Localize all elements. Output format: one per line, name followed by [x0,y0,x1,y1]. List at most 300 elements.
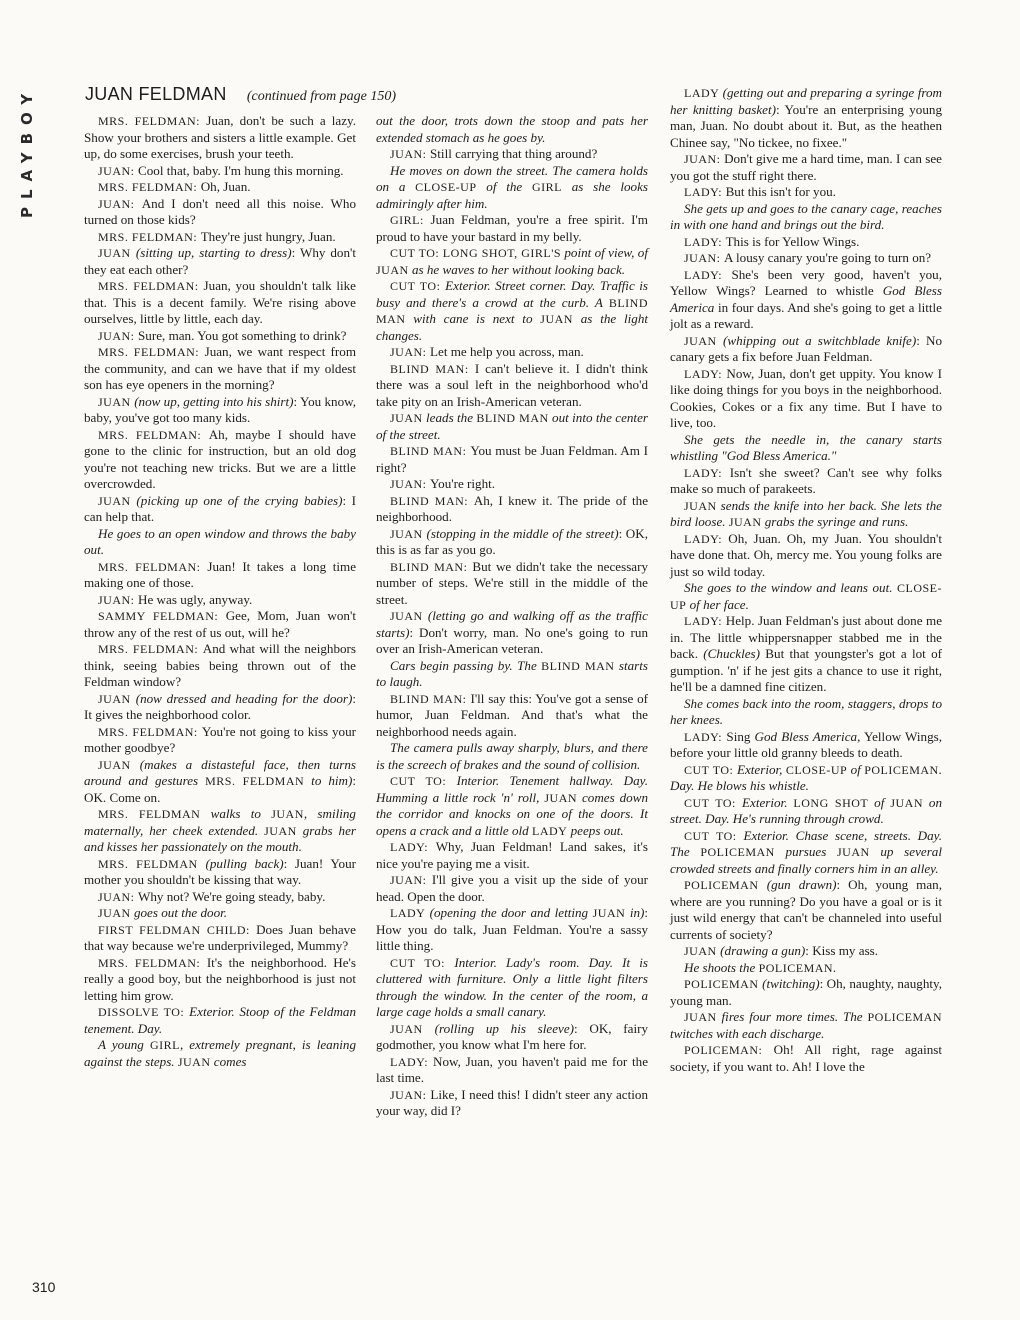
script-paragraph [376,212,648,245]
speaker-name: BLIND MAN: [390,691,471,706]
speaker-name: JUAN [684,498,717,513]
dialogue-text: This is for Yellow Wings. [725,233,860,249]
dialogue-text: Juan Feldman, you're a free spirit. I'm proud to have your bastard in my belly. [376,212,648,244]
dialogue-text: Does Juan behave that way because we're underprivileged, Mummy? [84,921,356,953]
stage-direction: grabs the syringe and runs. [761,514,909,529]
script-paragraph [84,328,356,345]
speaker-name: LADY: [390,1054,434,1069]
speaker-name: JUAN [837,845,870,859]
page-number: 310 [32,1279,56,1295]
script-paragraph [670,184,942,201]
speaker-name: CUT TO: LONG SHOT, GIRL'S [390,246,562,260]
speaker-name: JUAN: [98,328,139,343]
dialogue-text: Gee, Mom, Juan won't throw any of the rest of us out, will he? [84,608,356,640]
script-paragraph [670,580,942,613]
speaker-name: SAMMY FELDMAN: [98,609,226,623]
script-paragraph [84,724,356,757]
stage-direction: (twitching) [762,976,820,991]
stage-direction: Interior. Lady's room. Day. It is cluttered with furniture. Only a little light filters through the window. In the center of the room, a large cage holds a small canary. [376,954,648,1019]
stage-direction: in) [625,905,645,920]
script-paragraph [376,146,648,163]
speaker-name: BLIND MAN: [390,361,475,376]
dialogue-text: : No canary gets a fix before Juan Feldman. [670,332,942,364]
script-paragraph [376,1054,648,1087]
speaker-name: BLIND MAN: [390,493,474,508]
speaker-name: JUAN: [390,345,431,359]
stage-direction: to him) [304,773,353,788]
dialogue-text: : Oh, naughty, naughty, young man. [670,976,942,1008]
script-paragraph [84,113,356,163]
stage-direction: (opening the door and letting [429,905,593,920]
stage-direction: sends the knife into her back. She lets the bird loose. [670,497,942,529]
dialogue-text: Juan, we want respect from the community, and can we have that if my oldest son has eye openers in the morning? [84,344,357,392]
script-paragraph [376,443,648,476]
speaker-name: JUAN: [684,152,725,166]
speaker-name: MRS. FELDMAN [98,856,206,871]
stage-direction: (getting out and preparing a syringe from her knitting basket) [670,85,942,117]
dialogue-text: Don't give me a hard time, man. I can see you got the stuff right there. [670,151,942,183]
speaker-name: JUAN [684,333,724,348]
speaker-name: GIRL: [390,213,431,227]
script-paragraph [670,366,942,432]
dialogue-text: Now, Juan, don't get uppity. You know I like doing things for you boys in the neighborhood. Cookies, Cokes or a fix any time. But I have to live, too. [670,365,942,430]
speaker-name: LADY: [684,729,727,744]
speaker-name: JUAN [98,246,136,260]
stage-direction: as she looks admiringly after him. [376,179,648,211]
script-paragraph [84,526,356,559]
dialogue-text: Juan, you shouldn't talk like that. This is a decent family. We're rising above ourselves, little by little, each day. [84,278,356,326]
speaker-name: CUT TO: [390,279,446,293]
script-paragraph [670,85,942,151]
script-paragraph [84,344,356,394]
script-paragraph [84,559,356,592]
speaker-name: JUAN [376,262,409,277]
dialogue-text: Why not? We're going steady, baby. [138,888,326,904]
stage-direction: (letting go and walking off as the traffic starts) [376,608,648,640]
dialogue-text: : Why don't they eat each other? [84,245,357,277]
speaker-name: POLICEMAN [684,878,767,892]
stage-direction: She goes to the window and leans out. [684,580,897,595]
dialogue-text: in four days. And she's going to get a little jolt as a reward. [670,299,942,331]
speaker-name: JUAN: [390,147,431,161]
speaker-name: MRS. FELDMAN: [98,642,203,656]
speaker-name: CUT TO: [684,828,744,843]
script-paragraph [84,592,356,609]
script-paragraph [376,493,648,526]
speaker-name: LADY: [390,840,436,854]
stage-direction: (Chuckles) [703,646,761,661]
dialogue-text: Let me help you across, man. [430,344,584,359]
speaker-name: BLIND MAN [376,295,648,326]
stage-direction: (drawing a gun) [720,943,806,958]
script-paragraph [84,179,356,196]
speaker-name: GIRL [149,1038,180,1052]
script-paragraph [84,394,356,427]
stage-direction: comes [210,1053,247,1069]
article-header [85,84,665,105]
dialogue-text: He was ugly, anyway. [138,591,253,607]
dialogue-text: Isn't she sweet? Can't see why folks make so much of parakeets. [670,464,943,496]
script-paragraph [670,201,942,234]
script-paragraph [84,608,356,641]
script-paragraph [670,762,942,795]
script-paragraph [376,245,648,278]
speaker-name: LADY [684,86,723,100]
script-paragraph [670,877,942,943]
stage-direction: (whipping out a switchblade knife) [723,332,917,348]
speaker-name: CUT TO: [684,762,737,777]
speaker-name: JUAN: [390,1087,431,1102]
script-paragraph [84,278,356,328]
script-paragraph [670,960,942,977]
script-paragraph [376,113,648,146]
stage-direction: (stopping in the middle of the street) [426,525,619,541]
dialogue-text: Juan, don't be such a lazy. Show your brothers and sisters a little example. Get up, do some exercises, brush your teeth. [84,113,356,161]
speaker-name: JUAN [684,944,721,958]
stage-direction: (gun drawn) [766,877,837,892]
dialogue-text: Juan! It takes a long time making one of those. [84,558,357,590]
stage-direction: of [868,794,891,810]
speaker-name: DISSOLVE TO: [98,1005,190,1019]
dialogue-text: : Don't worry, man. No one's going to run over an Irish-American veteran. [376,624,648,656]
script-paragraph [84,856,356,889]
stage-direction: out into the center of the street. [376,410,648,442]
speaker-name: JUAN [271,807,304,821]
stage-direction: comes down the corridor and knocks on one of the doors. It opens a crack and a little old [376,789,648,838]
script-paragraph [84,905,356,922]
stage-direction: (sitting up, starting to dress) [135,245,292,260]
stage-direction: up several crowded streets and finally corners him in an alley. [670,844,942,876]
script-paragraph [84,1004,356,1037]
speaker-name: POLICEMAN [758,960,834,975]
stage-direction: of the [476,179,532,194]
speaker-name: JUAN [390,411,423,425]
stage-direction: grabs her and kisses her passionately on the mouth. [84,822,356,854]
script-paragraph [670,828,942,878]
speaker-name: MRS. FELDMAN: [98,955,207,970]
stage-direction: (now dressed and heading for the door) [135,690,353,706]
script-paragraph [670,498,942,531]
speaker-name: MRS. FELDMAN: [98,229,201,244]
speaker-name: JUAN [592,906,626,920]
speaker-name: MRS. FELDMAN: [98,279,204,293]
speaker-name: LADY: [684,465,730,480]
speaker-name: JUAN [98,394,135,409]
speaker-name: LADY: [684,185,726,199]
stage-direction: of her face. [686,596,749,612]
dialogue-text: But that youngster's got a lot of gumption. 'n' if he jest gits a chance to use it right, he'll be a damned fine citizen. [670,646,943,694]
script-paragraph [670,333,942,366]
stage-direction: . Day. He blows his whistle. [670,761,942,793]
speaker-name: BLIND MAN: [390,559,473,574]
stage-direction: as he waves to her without looking back. [408,261,626,277]
script-paragraph [670,1009,942,1042]
stage-direction: Exterior. [742,794,794,810]
dialogue-text: Cool that, baby. I'm hung this morning. [138,162,344,178]
speaker-name: JUAN: [684,251,725,265]
stage-direction: He moves on down the street. The camera holds on a [376,162,648,194]
script-paragraph [670,432,942,465]
dialogue-text: : Kiss my ass. [805,943,879,958]
dialogue-text: : OK, this is as far as you go. [376,525,648,557]
dialogue-text: : Juan! Your mother you shouldn't be kissing that way. [84,855,356,887]
dialogue-text: : OK. Come on. [84,773,356,805]
speaker-name: MRS. FELDMAN: [98,427,209,442]
script-paragraph [376,740,648,773]
speaker-name: JUAN [98,757,140,772]
dialogue-text: I'll say this: You've got a sense of humor, Juan Feldman. And that's what the neighborhood needs again. [376,690,648,739]
script-paragraph [84,196,356,229]
stage-direction: She gets the needle in, the canary starts whistling "God Bless America." [670,431,942,463]
dialogue-text: : You know, baby, you've got too many kids. [84,393,356,425]
stage-direction: Exterior. Stoop of the Feldman tenement. Day. [84,1004,357,1036]
script-paragraph [376,344,648,361]
script-paragraph [376,526,648,559]
stage-direction: twitches with each discharge. [670,1025,825,1041]
dialogue-text: She's been very good, haven't you, Yellow Wings? Learned to whistle [670,266,942,298]
speaker-name: JUAN [544,790,578,805]
dialogue-text: And what will the neighbors think, seeing babies being thrown out of the Feldman window? [84,641,357,689]
stage-direction: (makes a distasteful face, then turns around and gestures [84,756,356,788]
speaker-name: JUAN [684,1010,717,1024]
continued-note: (continued from page 150) [246,89,397,104]
speaker-name: CLOSE-UP [785,762,848,777]
dialogue-text: I'll give you a visit up the side of your head. Open the door. [376,872,648,904]
script-paragraph [84,245,356,278]
speaker-name: JUAN [390,609,428,623]
dialogue-text: , Yellow Wings, before your little old granny bleeds to death. [670,728,942,760]
script-paragraph [670,613,942,696]
speaker-name: POLICEMAN [700,845,775,859]
speaker-name: MRS. FELDMAN: [98,180,201,194]
script-paragraph [670,1042,942,1075]
speaker-name: CUT TO: [684,795,743,810]
speaker-name: LONG SHOT [793,795,869,810]
stage-direction: . [833,959,837,975]
speaker-name: FIRST FELDMAN CHILD: [98,922,257,937]
speaker-name: JUAN: [98,163,139,178]
script-paragraph [84,163,356,180]
speaker-name: LADY: [684,614,726,628]
stage-direction: A young [98,1037,150,1052]
script-paragraph [670,943,942,960]
script-paragraph [376,658,648,691]
stage-direction: , smiling maternally, her cheek extended. [84,806,356,838]
script-paragraph [670,250,942,267]
stage-direction: goes out the door. [130,905,228,920]
script-paragraph [376,608,648,658]
speaker-name: POLICEMAN [684,977,763,991]
script-paragraph [376,905,648,955]
script-paragraph [376,163,648,213]
stage-direction: pursues [774,844,838,859]
script-paragraph [84,922,356,955]
script-paragraph [84,1037,356,1070]
stage-direction: She comes back into the room, staggers, drops to her knees. [670,695,942,727]
speaker-name: JUAN: [98,889,139,904]
text-column-1 [84,113,356,1070]
speaker-name: POLICEMAN: [684,1043,774,1057]
stage-direction: Exterior. Street corner. Day. Traffic is busy and there's a crowd at the curb. A [376,278,649,310]
speaker-name: MRS. FELDMAN [98,807,201,821]
speaker-name: JUAN [390,526,427,541]
speaker-name: BLIND MAN [541,658,615,673]
stage-direction: The camera pulls away sharply, blurs, and there is the screech of brakes and the sound of collision. [376,740,648,772]
stage-direction: (now up, getting into his shirt) [134,393,294,409]
speaker-name: CUT TO: [390,955,455,970]
dialogue-text: A lousy canary you're going to turn on? [724,250,932,265]
speaker-name: POLICEMAN [864,762,939,777]
stage-direction: He goes to an open window and throws the baby out. [84,525,356,557]
stage-direction: She gets up and goes to the canary cage, reaches in with one hand and brings out the bird. [670,200,942,232]
dialogue-text: But we didn't take the necessary number of steps. We're still in the middle of the street. [376,558,649,607]
dialogue-text: : Oh, young man, where are you running? Do you have a goal or is it just wild energy that can't be channeled into useful currents of society? [670,877,942,942]
speaker-name: MRS. FELDMAN: [98,114,207,128]
dialogue-text: Sure, man. You got something to drink? [138,327,347,343]
speaker-name: JUAN [98,906,131,920]
script-paragraph [376,361,648,411]
dialogue-text: It's the neighborhood. He's really a good boy, but the neighborhood is just not letting him grow. [84,954,356,1003]
script-paragraph [376,476,648,493]
script-paragraph [670,696,942,729]
dialogue-text: Ah, I knew it. The pride of the neighborhood. [376,492,649,524]
stage-direction: with cane is next to [405,311,541,326]
stage-direction: fires four more times. The [716,1009,868,1024]
stage-direction: as the light changes. [376,311,649,343]
speaker-name: JUAN: [390,873,432,887]
speaker-name: CUT TO: [390,774,457,788]
stage-direction: starts to laugh. [376,657,649,689]
dialogue-text: You're not going to kiss your mother goodbye? [84,723,356,755]
stage-direction: (picking up one of the crying babies) [136,492,343,508]
speaker-name: JUAN: [98,592,139,607]
script-paragraph [670,151,942,184]
script-paragraph [670,729,942,762]
stage-direction: Interior. Tenement hallway. Day. Humming a little rock 'n' roll, [376,773,648,805]
script-paragraph [84,889,356,906]
dialogue-text: Ah, maybe I should have gone to the clinic for instruction, but an old dog you're not teaching new tricks. But we are a little overcrowded. [84,426,356,491]
stage-direction: Exterior. Chase scene, streets. Day. The [670,827,942,859]
dialogue-text: Why, Juan Feldman! Land sakes, it's nice you're paying me a visit. [376,839,648,871]
speaker-name: BLIND MAN [476,411,549,425]
dialogue-text: Oh, Juan. [200,179,251,194]
stage-direction: God Bless America [670,283,942,315]
speaker-name: JUAN: [390,477,431,491]
script-paragraph [84,229,356,246]
speaker-name: JUAN [264,823,297,838]
speaker-name: MRS. FELDMAN: [98,345,205,359]
speaker-name: LADY: [684,531,729,546]
dialogue-text: Oh, Juan. Oh, my Juan. You shouldn't have done that. Oh, mercy me. You young folks are just so wild today. [670,530,942,579]
stage-direction: God Bless America [754,728,858,744]
script-paragraph [376,1087,648,1120]
script-paragraph [376,872,648,905]
stage-direction: , extremely pregnant, is leaning against the steps. [84,1037,357,1069]
dialogue-text: And I don't need all this noise. Who turned on those kids? [84,195,356,227]
stage-direction: point of view, of [561,245,648,260]
script-paragraph [376,1021,648,1054]
speaker-name: LADY: [684,366,727,381]
article-title: JUAN FELDMAN [85,84,227,104]
script-paragraph [376,955,648,1021]
stage-direction: of [847,761,865,777]
script-paragraph [84,806,356,856]
speaker-name: LADY: [684,267,732,282]
speaker-name: LADY [532,823,568,838]
stage-direction: (rolling up his sleeve) [434,1020,575,1036]
script-paragraph [84,691,356,724]
speaker-name: JUAN [390,1021,435,1036]
dialogue-text: Now, Juan, you haven't paid me for the last time. [376,1053,649,1085]
dialogue-text: : OK, fairy godmother, you know what I'm here for. [376,1020,649,1052]
speaker-name: LADY [390,906,430,920]
dialogue-text: Still carrying that thing around? [430,146,598,161]
dialogue-text: They're just hungry, Juan. [200,228,336,244]
magazine-side-label: PLAYBOY [18,86,36,219]
script-paragraph [84,955,356,1005]
speaker-name: JUAN [540,312,573,326]
dialogue-text: : It gives the neighborhood color. [84,690,357,722]
script-paragraph [376,691,648,741]
stage-direction: peeps out. [567,822,624,838]
script-paragraph [670,795,942,828]
dialogue-text: : You're an enterprising young man, Juan. No doubt about it. But, as the heathen Chinee say, "No tickee, no fixee." [670,101,942,150]
script-paragraph [376,839,648,872]
script-paragraph [84,641,356,691]
speaker-name: MRS. FELDMAN [205,774,305,788]
script-paragraph [670,531,942,581]
script-paragraph [376,278,648,344]
stage-direction: out the door, trots down the stoop and pats her extended stomach as he goes by. [376,113,648,145]
script-paragraph [670,234,942,251]
speaker-name: JUAN [890,795,923,810]
script-paragraph [670,267,942,333]
stage-direction: He shoots the [684,959,759,975]
dialogue-text: You're right. [430,476,496,491]
script-paragraph [84,427,356,493]
text-column-3 [670,85,942,1075]
dialogue-text: Help. Juan Feldman's just about done me in. The little whippersnapper stabbed me in the back. [670,613,943,661]
dialogue-text: : How you do talk, Juan Feldman. You're a sassy little thing. [376,905,649,953]
dialogue-text: : I can help that. [84,492,357,524]
dialogue-text: But this isn't for you. [725,184,836,199]
stage-direction: walks to [200,806,272,821]
dialogue-text: I can't believe it. I didn't think there was a soul left in the neighborhood who'd take pity on an Irish-American veteran. [376,360,648,409]
stage-direction: Cars begin passing by. The [390,657,542,673]
dialogue-text: Like, I need this! I didn't steer any action your way, did I? [376,1086,648,1118]
stage-direction: leads the [422,410,477,425]
stage-direction: on street. Day. He's running through crowd. [670,794,943,826]
speaker-name: CLOSE-UP [670,581,942,612]
dialogue-text: You must be Juan Feldman. Am I right? [376,443,649,475]
script-paragraph [670,465,942,498]
speaker-name: JUAN [98,493,137,508]
speaker-name: BLIND MAN: [390,444,471,458]
speaker-name: POLICEMAN [867,1010,942,1024]
script-paragraph [84,493,356,526]
script-paragraph [376,559,648,609]
script-paragraph [84,757,356,807]
speaker-name: LADY: [684,234,726,249]
speaker-name: JUAN [728,515,762,529]
text-column-2 [376,113,648,1120]
speaker-name: MRS. FELDMAN: [98,724,202,739]
script-paragraph [376,410,648,443]
stage-direction: Exterior, [736,761,786,777]
stage-direction: (pulling back) [205,855,284,871]
dialogue-text: Sing [726,728,755,744]
speaker-name: CLOSE-UP [415,180,477,194]
